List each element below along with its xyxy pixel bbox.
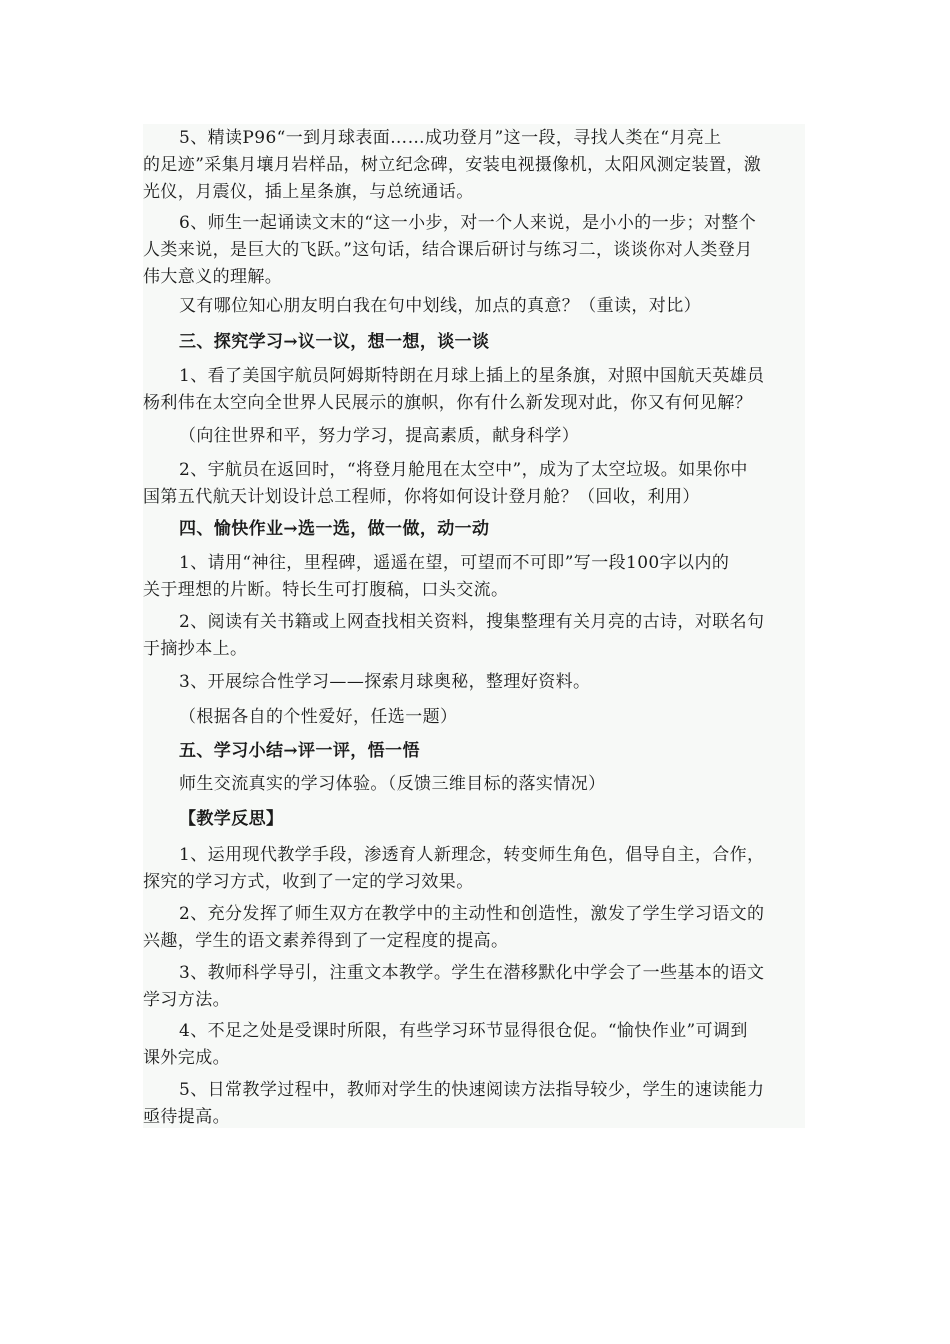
- text-line: 探究的学习方式，收到了一定的学习效果。: [143, 872, 474, 892]
- reflection-item-3: [143, 960, 805, 1014]
- reflection-item-1: [143, 842, 805, 896]
- text-line: 2、阅读有关书籍或上网查找相关资料，搜集整理有关月亮的古诗，对联名句: [179, 612, 765, 632]
- text-line: 学习方法。: [143, 990, 230, 1010]
- text-line: 伟大意义的理解。: [143, 267, 283, 287]
- text-line: （向往世界和平，努力学习，提高素质，献身科学）: [179, 426, 580, 446]
- paragraph-step-5: [143, 125, 805, 206]
- reflection-item-2: [143, 901, 805, 955]
- text-line: 1、运用现代教学手段，渗透育人新理念，转变师生角色，倡导自主，合作，: [179, 845, 765, 865]
- text-line: 4、不足之处是受课时所限，有些学习环节显得很仓促。“愉快作业”可调到: [179, 1021, 748, 1041]
- text-line: 3、教师科学导引，注重文本教学。学生在潜移默化中学会了一些基本的语文: [179, 963, 765, 983]
- heading-text: 四、愉快作业→选一选，做一做，动一动: [179, 519, 490, 539]
- text-line: （根据各自的个性爱好，任选一题）: [179, 707, 458, 727]
- text-line: 杨利伟在太空向全世界人民展示的旗帜，你有什么新发现对此，你又有何见解？: [143, 393, 752, 413]
- text-line: 6、师生一起诵读文末的“这一小步，对一个人来说，是小小的一步；对整个: [179, 213, 757, 233]
- text-line: 5、精读P96“一到月球表面……成功登月”这一段，寻找人类在“月亮上: [179, 128, 722, 148]
- text-line: 人类来说，是巨大的飞跃。”这句话，结合课后研讨与练习二，谈谈你对人类登月: [143, 240, 753, 260]
- text-line: 国第五代航天计划设计总工程师，你将如何设计登月舱？（回收，利用）: [143, 487, 700, 507]
- text-line: 兴趣，学生的语文素养得到了一定程度的提高。: [143, 931, 509, 951]
- section-heading-3: [143, 329, 805, 356]
- section-heading-5: [143, 738, 805, 765]
- text-line: 光仪，月震仪，插上星条旗，与总统通话。: [143, 182, 474, 202]
- text-line: 1、请用“神往，里程碑，遥遥在望，可望而不可即”写一段100字以内的: [179, 553, 730, 573]
- paragraph-3-2: [143, 457, 805, 511]
- text-line: 亟待提高。: [143, 1107, 230, 1127]
- section-heading-4: [143, 516, 805, 543]
- text-line: 的足迹”采集月壤月岩样品，树立纪念碑，安装电视摄像机，太阳风测定装置，激: [143, 155, 762, 175]
- heading-text: 【教学反思】: [179, 809, 284, 829]
- heading-text: 五、学习小结→评一评，悟一悟: [179, 741, 420, 761]
- text-line: 2、充分发挥了师生双方在教学中的主动性和创造性，激发了学生学习语文的: [179, 904, 765, 924]
- paragraph-3-1: [143, 363, 805, 417]
- text-line: 又有哪位知心朋友明白我在句中划线，加点的真意？（重读，对比）: [179, 296, 701, 316]
- text-line: 2、宇航员在返回时，“将登月舱甩在太空中”，成为了太空垃圾。如果你中: [179, 460, 748, 480]
- text-line: 3、开展综合性学习——探索月球奥秘，整理好资料。: [179, 672, 591, 692]
- text-line: 5、日常教学过程中，教师对学生的快速阅读方法指导较少，学生的速读能力: [179, 1080, 765, 1100]
- paragraph-4-1: [143, 550, 805, 604]
- text-line: 于摘抄本上。: [143, 639, 248, 659]
- section-heading-reflection: [143, 806, 805, 833]
- paragraph-5-1: [143, 771, 805, 798]
- paragraph-4-2: [143, 609, 805, 663]
- text-line: 关于理想的片断。特长生可打腹稿，口头交流。: [143, 580, 509, 600]
- paragraph-3-1-answer: [143, 423, 805, 450]
- paragraph-question: [143, 293, 805, 320]
- heading-text: 三、探究学习→议一议，想一想，谈一谈: [179, 332, 490, 352]
- reflection-item-5: [143, 1077, 805, 1131]
- paragraph-step-6: [143, 210, 805, 291]
- paragraph-4-3: [143, 669, 805, 696]
- reflection-item-4: [143, 1018, 805, 1072]
- paragraph-4-note: [143, 704, 805, 731]
- text-line: 师生交流真实的学习体验。（反馈三维目标的落实情况）: [179, 774, 606, 794]
- text-line: 课外完成。: [143, 1048, 230, 1068]
- text-line: 1、看了美国宇航员阿姆斯特朗在月球上插上的星条旗，对照中国航天英雄员: [179, 366, 765, 386]
